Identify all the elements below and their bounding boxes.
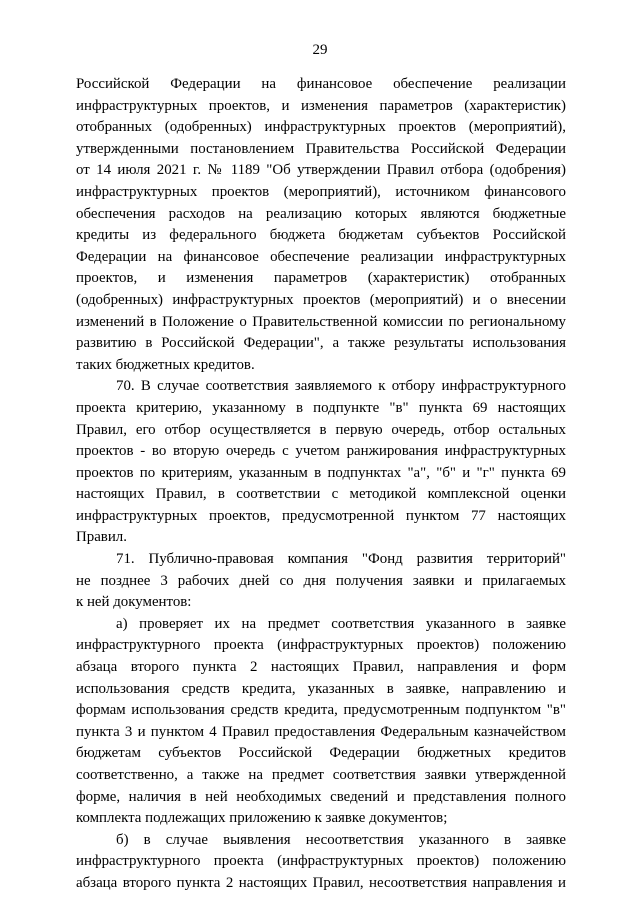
page-number: 29 [312,42,328,58]
text-line: абзаца второго пункта 2 настоящих Правил, несоответствия направления и [76,874,566,891]
text-line: Российской Федерации на финансовое обеспечение реализации [76,76,566,92]
text-line: Федерации на финансовое обеспечение реализации инфраструктурных [76,248,566,265]
text-line: б) в случае выявления несоответствия указанного в заявке [116,831,566,848]
text-line: инфраструктурных проектов, и изменения параметров (характеристик) [76,97,566,114]
text-line: пункта 3 и пунктом 4 Правил предоставления Федеральным казначейством [76,723,566,740]
text-line: таких бюджетных кредитов. [76,356,255,373]
text-line: Правил. [76,529,127,546]
text-line: форме, наличия в ней необходимых сведений и представления полного [76,788,566,805]
text-line: (одобренных) инфраструктурных проектов (мероприятий) и о внесении [76,291,566,308]
text-line: инфраструктурного проекта (инфраструктурных проектов) положению [76,853,566,870]
text-line: обеспечения расходов на реализацию которых являются бюджетные [76,205,566,222]
text-line: 71. Публично-правовая компания "Фонд развития территорий" [116,551,566,568]
text-line: настоящих Правил, в соответствии с методикой комплексной оценки [76,486,566,503]
text-line: инфраструктурных проектов (мероприятий), источником финансового [76,183,566,200]
text-line: проектов - во вторую очередь с учетом ранжирования инфраструктурных [76,443,566,460]
paragraph [76,830,566,895]
text-line: утвержденными постановлением Правительства Российской Федерации [76,140,566,157]
text-line: к ней документов: [76,594,192,611]
text-line: использования средств кредита, указанных в заявке, направлению и [76,680,566,697]
text-line: абзаца второго пункта 2 настоящих Правил, направления и форм [76,659,566,676]
paragraph [76,376,566,549]
text-line: Правил, его отбор осуществляется в первую очередь, отбор остальных [76,421,566,438]
text-line: формам использования средств кредита, предусмотренным подпунктом "в" [76,702,566,719]
text-line: отобранных (одобренных) инфраструктурных проектов (мероприятий), [76,119,566,136]
text-line: от 14 июля 2021 г. № 1189 "Об утверждении Правил отбора (одобрения) [76,162,566,179]
text-line: проектов, и изменения параметров (характеристик) отобранных [76,270,566,287]
text-line: бюджетам субъектов Российской Федерации бюджетных кредитов [76,745,566,762]
text-line: проекта критерию, указанному в подпункте "в" пункта 69 настоящих [76,399,566,416]
text-line: соответственно, а также на предмет соответствия заявки утвержденной [76,767,566,783]
text-line: а) проверяет их на предмет соответствия указанного в заявке [116,615,566,632]
text-line: инфраструктурного проекта (инфраструктурных проектов) положению [76,637,566,654]
text-line: 70. В случае соответствия заявляемого к отбору инфраструктурного [116,378,566,395]
text-line: проектов по критериям, указанным в подпунктах "а", "б" и "г" пункта 69 [76,464,566,481]
text-line: развитию в Российской Федерации", а также результаты использования [76,335,566,352]
text-line: изменений в Положение о Правительственной комиссии по региональному [76,313,566,330]
paragraph [76,549,566,614]
text-line: инфраструктурных проектов, предусмотренной пунктом 77 настоящих [76,507,566,524]
paragraph [76,74,566,376]
text-line: комплекта подлежащих приложению к заявке документов; [76,810,448,827]
text-line: кредиты из федерального бюджета бюджетам субъектов Российской [76,227,566,244]
document-body [76,74,566,895]
text-line: не позднее 3 рабочих дней со дня получения заявки и прилагаемых [76,572,566,589]
paragraph [76,614,566,830]
